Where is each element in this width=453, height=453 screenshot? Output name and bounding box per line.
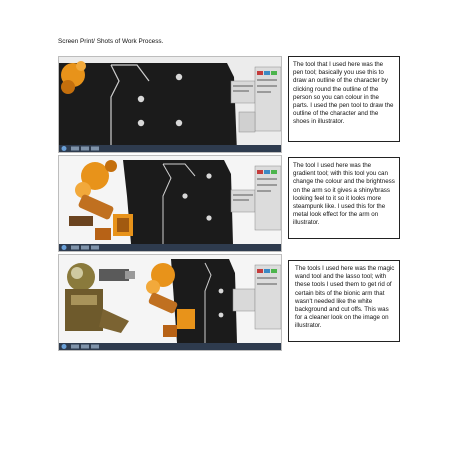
note-pen-tool: The tool that I used here was the pen tool; basically you use this to draw an outline of the character by clicking round the outline of the person so you can colour in the parts. I used the pen tool to draw the outline of the character and the shoes in illustrator.	[288, 56, 400, 142]
note-gradient-tool: The tool I used here was the gradient tool; with this tool you can change the colour and the brightness on the arm so it gives a shiny/brass looking feel to it so it looks more steampunk like. I used this for the metal look effect for the arm on illustrator.	[288, 157, 400, 239]
work-process-step-2	[58, 155, 400, 259]
screenshot-pen-tool	[58, 56, 282, 153]
work-process-step-1	[58, 56, 400, 160]
note-magic-wand-lasso: The tools I used here was the magic wand tool and the lasso tool; with these tools I used them to get rid of certain bits of the bionic arm that wasn't needed like the white background and cut offs. This was for a cleaner look on the image on illustrator.	[288, 260, 400, 342]
screenshot-magic-wand-lasso	[58, 254, 282, 351]
screenshot-gradient-tool	[58, 155, 282, 252]
page-heading: Screen Print/ Shots of Work Process.	[58, 38, 164, 45]
work-process-step-3	[58, 254, 400, 358]
